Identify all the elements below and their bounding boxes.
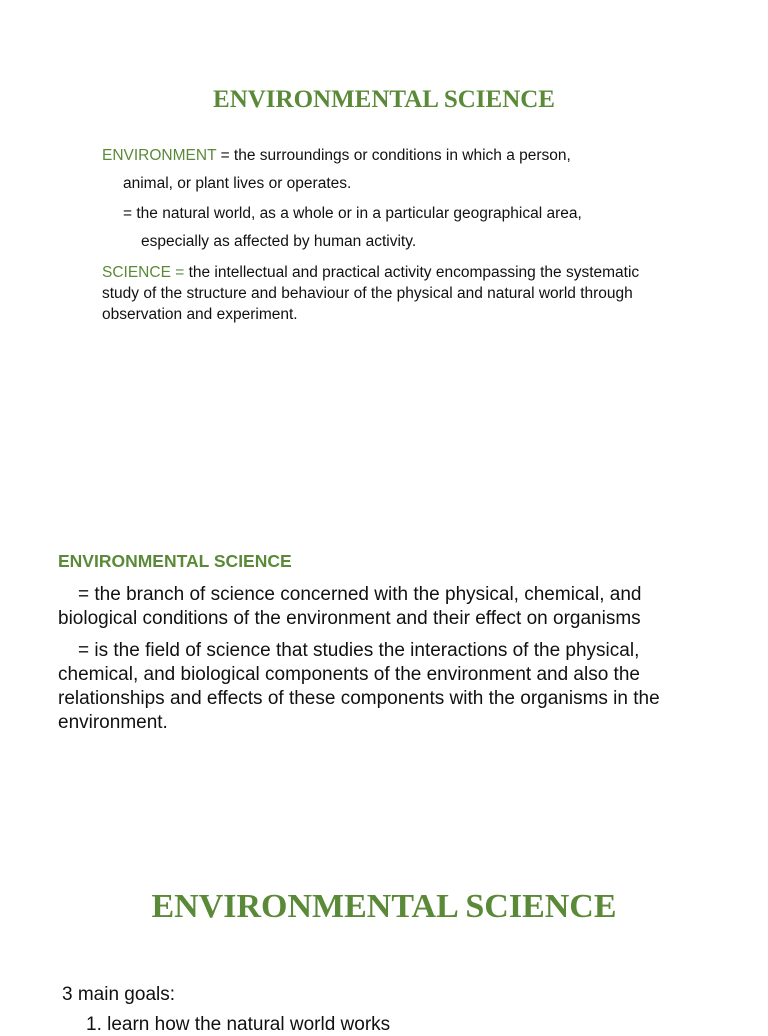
environment-term: ENVIRONMENT <box>102 147 217 164</box>
environment-def1-line1: = the surroundings or conditions in which a person, <box>216 147 571 164</box>
definition-paragraph-2 <box>58 639 708 735</box>
goal-item: 1. learn how the natural world works <box>86 1014 391 1035</box>
environment-def1-line2: animal, or plant lives or operates. <box>123 175 352 192</box>
science-definition <box>102 262 647 325</box>
slide-goals <box>0 860 768 1035</box>
slide-definitions <box>0 0 768 384</box>
environment-def2-line2: especially as affected by human activity. <box>141 233 417 250</box>
goals-label: 3 main goals: <box>62 984 176 1005</box>
definition-2-text: = is the field of science that studies the interactions of the physical, chemical, and biological components of the environment and also the relationships and effects of these components with the organisms in the environment. <box>58 640 660 733</box>
science-def: the intellectual and practical activity encompassing the systematic study of the structure and behaviour of the physical and natural world through observation and experiment. <box>102 264 640 323</box>
environment-definition-line <box>102 147 571 165</box>
definition-1-text: = the branch of science concerned with the physical, chemical, and biological conditions of the environment and their effect on organisms <box>58 584 642 629</box>
section-heading: ENVIRONMENTAL SCIENCE <box>58 551 292 571</box>
slide-title: ENVIRONMENTAL SCIENCE <box>151 888 617 925</box>
slide-title: ENVIRONMENTAL SCIENCE <box>213 86 555 113</box>
definition-paragraph-1 <box>58 583 708 631</box>
environment-def2-line1: = the natural world, as a whole or in a particular geographical area, <box>123 205 582 222</box>
slide-env-science-definition <box>0 500 768 800</box>
science-term: SCIENCE = <box>102 264 185 281</box>
